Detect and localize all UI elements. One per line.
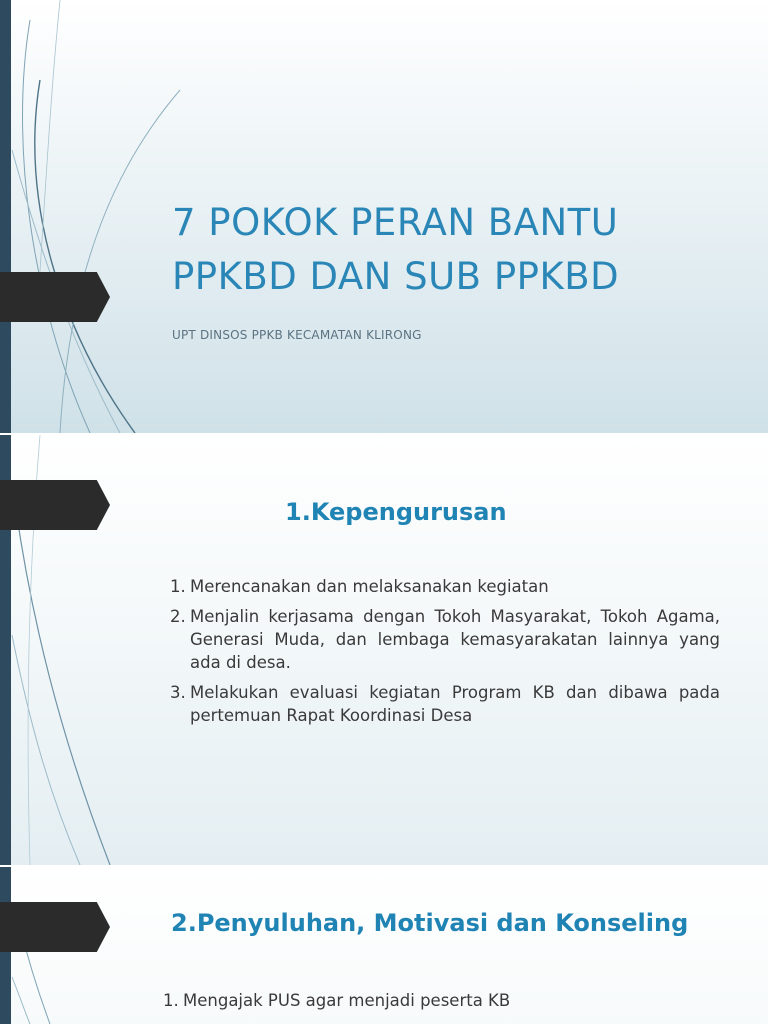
arrow-tab-shape	[0, 272, 110, 322]
slide-subtitle: UPT DINSOS PPKB KECAMATAN KLIRONG	[172, 328, 422, 342]
list-item-text: Melakukan evaluasi kegiatan Program KB dan dibawa pada pertemuan Rapat Koordinasi Desa	[190, 683, 720, 725]
list-item-number: 3.	[170, 683, 186, 702]
slide-title	[172, 196, 732, 304]
numbered-list	[170, 575, 720, 734]
content-slide-penyuluhan	[0, 867, 768, 1024]
arrow-tab-shape	[0, 480, 110, 530]
decorative-swoosh-lines	[0, 0, 200, 433]
list-item	[170, 605, 720, 674]
list-item	[170, 681, 720, 727]
list-item-text: Mengajak PUS agar menjadi peserta KB	[183, 991, 511, 1010]
list-item-number: 1.	[163, 991, 179, 1010]
slide-heading: 2.Penyuluhan, Motivasi dan Konseling	[171, 909, 689, 937]
title-slide	[0, 0, 768, 433]
list-item-number: 2.	[170, 607, 186, 626]
list-item	[170, 575, 720, 598]
slide-heading: 1.Kepengurusan	[285, 498, 507, 526]
content-slide-kepengurusan	[0, 435, 768, 865]
numbered-list	[163, 989, 723, 1019]
title-line-1: 7 POKOK PERAN BANTU	[172, 201, 619, 244]
title-line-2: PPKBD DAN SUB PPKBD	[172, 255, 620, 298]
arrow-tab-shape	[0, 902, 110, 952]
list-item-number: 1.	[170, 577, 186, 596]
list-item-text: Menjalin kerjasama dengan Tokoh Masyarakat, Tokoh Agama, Generasi Muda, dan lembaga kemasyarakatan lainnya yang ada di desa.	[190, 607, 720, 672]
list-item-text: Merencanakan dan melaksanakan kegiatan	[190, 577, 549, 596]
list-item	[163, 989, 723, 1012]
